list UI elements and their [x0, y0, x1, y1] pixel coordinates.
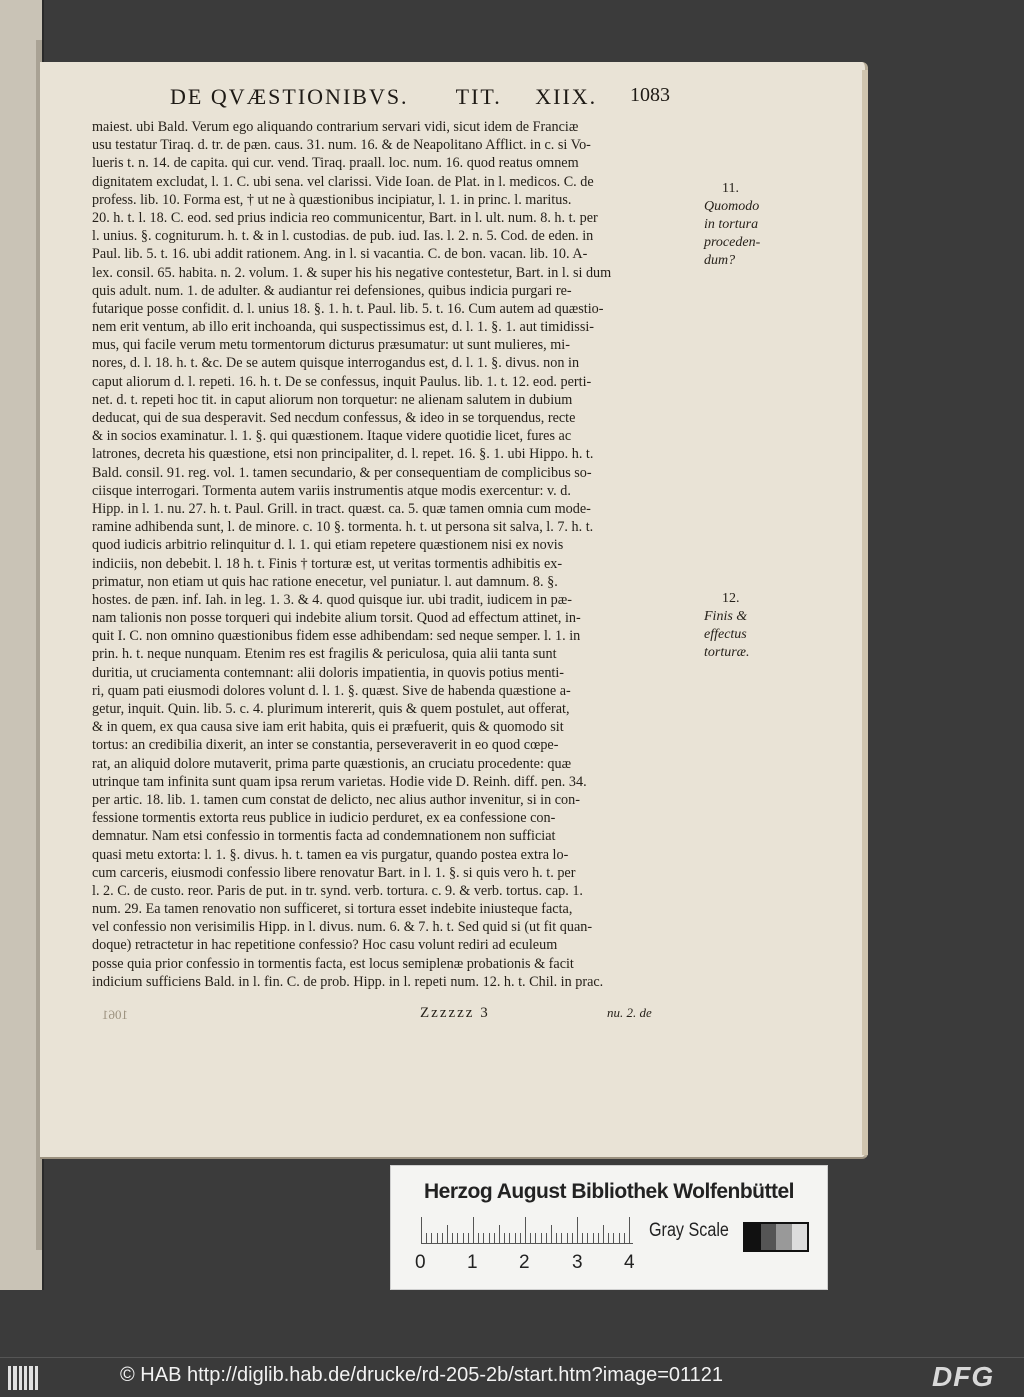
ruler-tick — [530, 1233, 531, 1243]
ruler-tick — [468, 1233, 469, 1243]
text-line: ri, quam pati eiusmodi dolores volunt d. l. 1. §. quæst. Sive de habenda quæstione a- — [92, 682, 571, 699]
ruler-number: 2 — [519, 1252, 530, 1273]
footer-bar — [0, 1357, 1024, 1397]
ruler-tick — [494, 1233, 495, 1243]
text-line: deducat, qui de sua desperavit. Sed necdum confessus, & ideo in se torquendus, recte — [92, 410, 576, 426]
text-line: quit I. C. non omnino quæstionibus fidem esse adhibendam: sed neque semper. l. 1. in — [92, 628, 581, 645]
ruler-tick — [437, 1233, 438, 1243]
ruler-tick — [587, 1233, 588, 1243]
page-number: 1083 — [630, 84, 670, 106]
ruler-tick — [515, 1233, 516, 1243]
text-line: maiest. ubi Bald. Verum ego aliquando contrarium servari vidi, sicut idem de Franciæ — [92, 119, 579, 135]
ruler-tick — [624, 1233, 625, 1243]
ruler-tick — [582, 1233, 583, 1243]
text-line: & in quem, ex qua causa sive iam erit habita, quis ei præfuerit, quis & quomodo sit — [92, 719, 564, 736]
library-color-card — [390, 1165, 828, 1290]
margin-note-line: Quomodo — [704, 199, 760, 214]
text-line: profess. lib. 10. Forma est, † ut ne à quæstionibus incipiatur, l. 1. in princ. l. maritus. — [92, 191, 572, 208]
text-line: 20. h. t. l. 18. C. eod. sed prius indicia reo communicentur, Bart. in l. ult. num. 8. h. t. per — [92, 209, 598, 226]
dfg-logo: DFG — [932, 1361, 995, 1392]
ruler-tick — [598, 1233, 599, 1243]
ruler-number: 1 — [467, 1252, 478, 1273]
ruler-tick — [452, 1233, 453, 1243]
book-page — [40, 62, 868, 1159]
ruler-tick — [442, 1233, 443, 1243]
ruler-tick — [577, 1217, 578, 1243]
text-line: ramine adhibenda sunt, l. de minore. c. 10 §. tormenta. h. t. ut persona sit salva, l. 7. h. t. — [92, 519, 594, 536]
text-line: nores, d. l. 18. h. t. &c. De se autem quisque interrogandus est, d. l. 1. §. divus. non in — [92, 355, 580, 372]
ruler-tick — [561, 1233, 562, 1243]
ruler-number: 4 — [624, 1252, 635, 1273]
text-line: rat, an aliquid dolore mutaverit, prima parte quæstionis, an cruciatu procedente: quæ — [92, 755, 572, 772]
text-line: vel confessio non verisimilis Hipp. in l. divus. num. 6. & 7. h. t. Sed quid si (ut fit quan- — [92, 919, 593, 936]
footer-copyright-url[interactable]: © HAB http://diglib.hab.de/drucke/rd-205-2b/start.htm?image=01121 — [120, 1364, 724, 1386]
ruler-tick — [426, 1233, 427, 1243]
margin-note-number: 11. — [722, 181, 739, 196]
text-line: usu testatur Tiraq. d. tr. de pæn. caus. 31. num. 16. & de Neapolitano Afflict. in c. si Vo- — [92, 137, 591, 154]
text-line: primatur, non etiam ut quis hac ratione enecetur, vel puniatur. l. aut damnum. 8. §. — [92, 573, 558, 590]
ruler-tick — [447, 1225, 448, 1243]
bleed-through-number: 1061 — [102, 1007, 128, 1022]
text-line: hostes. de pæn. inf. Iah. in leg. 1. 3. & 4. quod quisque iur. ubi tradit, iudicem in pæ- — [92, 591, 572, 608]
running-head — [170, 84, 710, 110]
grayscale-bar — [743, 1222, 809, 1252]
previous-page-edge — [0, 0, 44, 1290]
text-line: fessione tormentis extorta reus publice in iudicio perduret, ex ea confessione con- — [92, 810, 556, 827]
text-line: getur, inquit. Quin. lib. 5. c. 4. plurimum intererit, quis & quem postulet, aut offerat, — [92, 701, 570, 717]
text-line: cum carceris, eiusmodi confessio libere renovatur Bart. in l. 1. §. si quis vero h. t. per — [92, 864, 576, 881]
catchword: nu. 2. de — [607, 1005, 652, 1020]
ruler-tick — [431, 1233, 432, 1243]
text-line: Bald. consil. 91. reg. vol. 1. tamen secundario, & per consequentiam de complicibus so- — [92, 464, 592, 481]
ruler-tick — [613, 1233, 614, 1243]
text-line: nem erit ventum, ab illo erit inchoanda, qui suspectissimus est, d. l. 1. §. 1. aut timidissi- — [92, 319, 595, 336]
ruler-tick — [509, 1233, 510, 1243]
text-line: per artic. 18. lib. 1. tamen cum constat de delicto, nec alius author invenitur, si in con- — [92, 791, 580, 808]
ruler-tick — [457, 1233, 458, 1243]
margin-note-line: proceden- — [704, 235, 761, 250]
text-line: prin. h. t. neque nunquam. Etenim res est fragilis & periculosa, quia alii tanta sunt — [92, 646, 557, 663]
ruler-tick — [629, 1217, 630, 1243]
body-text — [92, 118, 677, 991]
margin-note-line: torturæ. — [704, 645, 750, 660]
running-head-number: XIIX. — [535, 84, 598, 109]
ruler-tick — [421, 1217, 422, 1243]
text-line: duritia, ut cruciamenta contemnant: alii doloris impatientia, in quovis potius menti- — [92, 664, 565, 681]
grayscale-swatch — [761, 1224, 777, 1250]
text-line: doque) retractetur in hac repetitione confessio? Hoc casu volunt rediri ad eculeum — [92, 937, 558, 954]
text-line: Paul. lib. 5. t. 16. ubi addit rationem. Ang. in l. si vacantia. C. de bon. vacan. lib. 10. A- — [92, 246, 588, 263]
ruler-tick — [567, 1233, 568, 1243]
grayscale-swatch — [792, 1224, 808, 1250]
grayscale-swatch — [745, 1224, 761, 1250]
signature-mark: Zzzzzz 3 — [420, 1005, 490, 1021]
text-line: l. 2. C. de custo. reor. Paris de put. in tr. synd. verb. tortura. c. 9. & verb. tortus. cap. 1. — [92, 882, 583, 899]
ruler-tick — [473, 1217, 474, 1243]
ruler-tick — [489, 1233, 490, 1243]
text-line: indiciis, non debebit. l. 18 h. t. Finis † torturæ est, ut veritas tormentis adhibitis ex- — [92, 555, 563, 572]
ruler-tick — [556, 1233, 557, 1243]
ruler-tick — [525, 1217, 526, 1243]
ruler-tick — [546, 1233, 547, 1243]
ruler-tick — [551, 1225, 552, 1243]
text-line: caput aliorum d. l. repeti. 16. h. t. De se confessus, inquit Paulus. lib. 1. t. 12. eod. perti- — [92, 373, 592, 390]
ruler-tick — [593, 1233, 594, 1243]
hab-logo-icon — [8, 1366, 38, 1390]
ruler-numbers — [415, 1252, 655, 1274]
running-head-title: DE QVÆSTIONIBVS. — [170, 84, 409, 109]
page-edge — [862, 70, 868, 1155]
ruler-tick — [483, 1233, 484, 1243]
margin-note-line: effectus — [704, 627, 747, 642]
text-line: quis adult. num. 1. de adulter. & audiantur rei defensiones, quibus indicia purgari re- — [92, 282, 572, 299]
text-line: demnatur. Nam etsi confessio in tormentis facta ad condemnationem non sufficiat — [92, 828, 556, 845]
grayscale-label: Gray Scale — [649, 1220, 729, 1241]
ruler-tick — [535, 1233, 536, 1243]
ruler-tick — [619, 1233, 620, 1243]
margin-note-number: 12. — [722, 591, 740, 606]
text-line: latrones, decreta his quæstione, etsi non principaliter, d. l. repet. 16. §. 1. ubi Hippo. h. t. — [92, 446, 594, 463]
margin-note — [704, 590, 814, 662]
ruler-number: 0 — [415, 1252, 426, 1273]
text-line: & in socios examinatur. l. 1. §. qui quæstionem. Itaque videre quotidie licet, fures ac — [92, 428, 572, 445]
ruler-tick — [504, 1233, 505, 1243]
margin-note — [704, 180, 814, 270]
text-line: lueris t. n. 14. de capita. qui cur. vend. Tiraq. praall. loc. num. 16. quod reatus omnem — [92, 155, 579, 172]
text-line: quod iudicis arbitrio relinquitur d. l. 1. qui etiam repetere quæstionem nisi ex novis — [92, 537, 564, 554]
text-line: mus, qui facile verum metu tormentorum dicturus præsumatur: ut sunt mulieres, mi- — [92, 337, 570, 354]
ruler-tick — [572, 1233, 573, 1243]
ruler-tick — [520, 1233, 521, 1243]
text-line: utrinque tam infinita sunt quam ipsa rerum varietas. Hodie vide D. Reinh. diff. pen. 34. — [92, 773, 587, 790]
text-line: futarique posse confidit. d. l. unius 18. §. 1. h. t. Paul. lib. 5. t. 16. Cum autem ad quæstio- — [92, 300, 604, 317]
margin-note-line: dum? — [704, 253, 736, 268]
text-line: dignitatem excludat, l. 1. C. ubi sena. vel clarissi. Vide Ioan. de Plat. in l. medicos. C. de — [92, 173, 594, 190]
margin-note-line: Finis & — [704, 609, 748, 624]
library-name: Herzog August Bibliothek Wolfenbüttel — [424, 1180, 794, 1203]
text-line: quasi metu extorta: l. 1. §. divus. h. t. tamen ea vis purgatur, quando postea extra lo- — [92, 846, 569, 863]
grayscale-swatch — [776, 1224, 792, 1250]
text-line: tortus: an credibilia dixerit, an inter se constantia, perseveraverit in eo quod cœpe- — [92, 737, 559, 754]
text-line: indicium sufficiens Bald. in l. fin. C. de prob. Hipp. in l. repeti num. 12. h. t. Chil. in prac. — [92, 973, 604, 990]
text-line: num. 29. Ea tamen renovatio non sufficeret, si tortura esset indebite iniusteque facta, — [92, 901, 573, 918]
ruler-tick — [603, 1225, 604, 1243]
ruler-tick — [608, 1233, 609, 1243]
running-head-tit: TIT. — [455, 84, 502, 109]
ruler-number: 3 — [572, 1252, 583, 1273]
text-line: ciisque interrogari. Tormenta autem variis instrumentis atque modis exercentur: v. d. — [92, 482, 571, 499]
text-line: net. d. t. repeti hoc tit. in caput aliorum non torquetur: ne alienam salutem in dubium — [92, 391, 573, 408]
ruler-tick — [478, 1233, 479, 1243]
text-line: l. unius. §. cogniturum. h. t. & in l. custodias. de pub. iud. Ias. l. 2. n. 5. Cod. de eden. in — [92, 228, 594, 245]
ruler-tick — [541, 1233, 542, 1243]
ruler-tick — [499, 1225, 500, 1243]
ruler-tick — [463, 1233, 464, 1243]
text-line: posse quia prior confessio in tormentis facta, est locus semiplenæ probationis & facit — [92, 955, 574, 972]
text-line: lex. consil. 65. habita. n. 2. volum. 1. & super his his negative contestetur, Bart. in l. si dum — [92, 264, 612, 281]
measurement-ruler — [421, 1218, 633, 1244]
text-line: Hipp. in l. 1. nu. 27. h. t. Paul. Grill. in tract. quæst. ca. 5. quæ tamen omnia cum mode- — [92, 500, 591, 517]
text-line: nam talionis non posse torqueri qui indebite alium torsit. Quod ad effectum attinet, in- — [92, 610, 581, 627]
margin-note-line: in tortura — [704, 217, 759, 232]
